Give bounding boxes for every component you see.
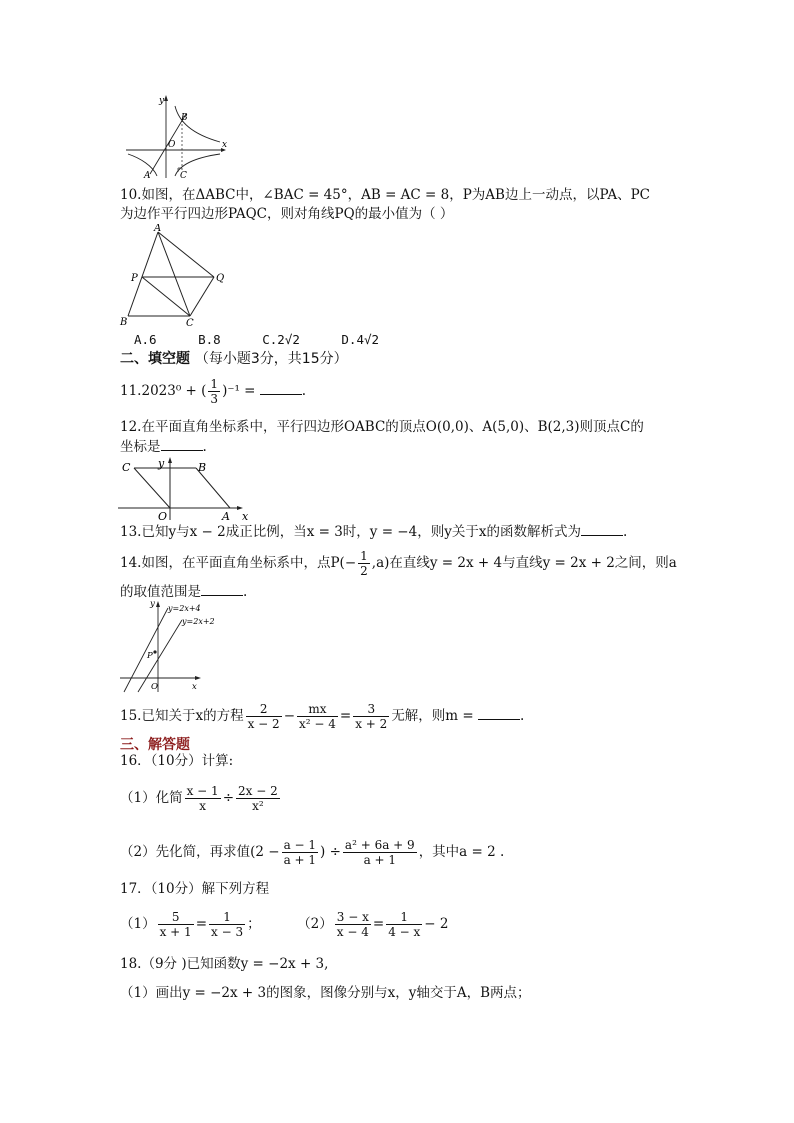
q18-part1: （1）画出y = −2x + 3的图象，图像分别与x，y轴交于A，B两点；: [120, 985, 531, 1001]
q10-options: [134, 331, 413, 349]
q17-p1-label: （1）: [120, 916, 156, 932]
q16-head: 16．（10分）计算:: [120, 753, 234, 769]
q11-text: 2023⁰ + (: [141, 383, 207, 399]
q14-answer-blank[interactable]: [201, 583, 243, 596]
q13: [120, 523, 627, 541]
q16-p2-frac1: [282, 838, 318, 867]
q10-figure: [118, 224, 230, 330]
q11-fraction: [208, 377, 220, 406]
q14-frac-den: 2: [360, 564, 368, 578]
q11-num: 11.: [120, 383, 142, 399]
q16-p1-label: （1）化简: [120, 790, 183, 806]
q14-end: .: [243, 584, 248, 600]
fig14-label-P: P: [147, 651, 153, 661]
q17-p1-frac1: [158, 910, 194, 939]
q15-a: 15.已知关于x的方程: [120, 708, 244, 724]
q15-frac3: [353, 702, 389, 731]
fig12-label-B: B: [198, 461, 207, 474]
section2-points: （每小题3分，共15分）: [194, 351, 348, 367]
fig14-label-x: x: [192, 682, 197, 692]
q16-p1-frac1-den: x: [199, 799, 207, 813]
q12-line2-text: 坐标是: [120, 439, 161, 455]
q11: [120, 376, 306, 406]
q17-p2-frac2: [386, 910, 422, 939]
q16-div: ÷: [222, 790, 234, 806]
q14-line1b: ,a)在直线y = 2x + 4与直线y = 2x + 2之间，则a: [371, 555, 677, 571]
q16-p2-frac1-den: a + 1: [283, 853, 317, 867]
fig14-label-O: O: [151, 682, 158, 692]
q15-end: .: [520, 708, 525, 724]
fig10-label-Q: Q: [216, 273, 225, 284]
q16-p1-frac2-den: x²: [252, 799, 264, 813]
fig10-label-C: C: [186, 318, 194, 329]
q11-frac-den: 3: [210, 392, 219, 406]
q16-p1-frac2-num: 2x − 2: [238, 784, 278, 798]
fig10-label-A: A: [154, 224, 162, 234]
q15-frac1-num: 2: [246, 702, 282, 717]
q10-option-b: B.8: [198, 332, 221, 347]
fig9-label-B: B: [181, 113, 188, 123]
q16-p1-frac2: [236, 784, 280, 813]
q16-p2-frac2-num: a² + 6a + 9: [344, 838, 415, 852]
section2-title: 二、填空题: [120, 351, 190, 367]
fig9-label-y: y: [159, 96, 165, 106]
q9-figure: [122, 92, 234, 180]
fig12-label-y: y: [158, 457, 165, 470]
q17-p2-frac2-den: 4 − x: [388, 925, 421, 939]
q12-line2: [120, 438, 207, 456]
q11-end: .: [301, 383, 307, 399]
q15-frac2-num: mx: [297, 702, 338, 717]
q17-p1-frac2-num: 1: [209, 910, 245, 925]
q11-answer-blank[interactable]: [260, 382, 302, 395]
q13-end: .: [622, 524, 628, 540]
q10-line1: 10.如图，在ΔABC中，∠BAC = 45°，AB = AC = 8，P为AB边上一动点，以PA、PC: [120, 187, 650, 203]
q15-eq: =: [339, 708, 352, 724]
q16-p1-frac1-num: x − 1: [186, 784, 219, 798]
fig12-label-A: A: [222, 510, 230, 522]
q17-p1-frac1-num: 5: [158, 910, 194, 925]
q12-answer-blank[interactable]: [161, 438, 203, 451]
q12-end: .: [202, 439, 207, 455]
q17-p2-label: （2）: [297, 916, 333, 932]
q14-line1a: 14.如图，在平面直角坐标系中，点P(−: [120, 555, 357, 571]
q17-parts: [120, 906, 448, 942]
q14-frac-num: 1: [360, 549, 368, 563]
fig9-label-x: x: [222, 140, 228, 150]
q15: [120, 699, 524, 733]
q16-p1-frac1: [185, 784, 221, 813]
q10-line2: 为边作平行四边形PAQC，则对角线PQ的最小值为（ ）: [120, 206, 454, 222]
fig10-label-B: B: [120, 317, 128, 328]
q17-head: 17．（10分）解下列方程: [120, 881, 270, 897]
q16-p2b: ) ÷: [320, 844, 341, 860]
fig9-label-C: C: [180, 171, 187, 180]
q16-p2-frac2: [343, 838, 417, 867]
fig12-label-x: x: [242, 510, 249, 522]
q16-part1: [120, 780, 282, 816]
q12-line1: 12.在平面直角坐标系中，平行四边形OABC的顶点O(0,0)、A(5,0)、B(2,3)则顶点C的: [120, 419, 644, 435]
q16-part2: [120, 834, 504, 870]
q15-frac2-den: x² − 4: [299, 717, 336, 731]
fig12-label-C: C: [122, 461, 131, 474]
q16-p2-frac2-den: a + 1: [363, 853, 397, 867]
q15-answer-blank[interactable]: [478, 707, 520, 720]
section2-heading: [120, 350, 348, 368]
q11-frac-num: 1: [210, 377, 219, 391]
q12-figure: [118, 456, 258, 522]
q17-p1-frac2-den: x − 3: [211, 925, 244, 939]
q17-p1-eq: =: [195, 916, 207, 932]
fig14-label-l2: y=2x+2: [182, 617, 215, 626]
q18-head: 18.（9分 )已知函数y = −2x + 3,: [120, 956, 329, 972]
q16-p2a: （2）先化简，再求值(2 −: [120, 844, 280, 860]
q17-p2-tail: − 2: [424, 916, 449, 932]
q10-option-a: A.6: [134, 332, 157, 347]
q15-frac1-den: x − 2: [247, 717, 280, 731]
fig14-label-l1: y=2x+4: [168, 604, 201, 613]
q17-p1-frac1-den: x + 1: [159, 925, 192, 939]
q11-after: )⁻¹ =: [222, 383, 256, 399]
q17-p2-frac1-den: x − 4: [336, 925, 369, 939]
q14-figure: [118, 598, 218, 694]
q17-p2-frac2-num: 1: [386, 910, 422, 925]
fig14-label-y: y: [150, 599, 155, 609]
q13-text: 13.已知y与x − 2成正比例，当x = 3时，y = −4，则y关于x的函数解析式为: [120, 524, 581, 540]
q17-p2-eq: =: [372, 916, 385, 932]
q17-p1-frac2: [209, 910, 245, 939]
q16-p2-frac1-num: a − 1: [283, 838, 317, 852]
section3-title: 三、解答题: [120, 737, 190, 753]
q10-option-d: D.4√2: [341, 332, 380, 347]
q17-semi: ；: [247, 916, 261, 932]
fig12-label-O: O: [158, 510, 168, 522]
q13-answer-blank[interactable]: [581, 523, 623, 536]
q16-p2c: ，其中a = 2 .: [418, 844, 505, 860]
fig10-label-P: P: [131, 273, 138, 284]
fig9-label-A: A: [144, 171, 151, 180]
q15-minus: −: [283, 708, 295, 724]
q14-fraction: [358, 549, 370, 578]
q15-frac1: [246, 702, 282, 731]
q15-b: 无解，则m =: [391, 708, 474, 724]
q15-frac2: [297, 702, 338, 731]
q14-line1: [120, 548, 677, 578]
q15-frac3-num: 3: [353, 702, 389, 717]
q14-line2-text: 的取值范围是: [120, 584, 201, 600]
fig9-label-O: O: [168, 140, 176, 150]
q17-p2-frac1: [335, 910, 371, 939]
q10-option-c: C.2√2: [262, 332, 300, 347]
q15-frac3-den: x + 2: [355, 717, 388, 731]
q17-p2-frac1-num: 3 − x: [336, 910, 369, 924]
